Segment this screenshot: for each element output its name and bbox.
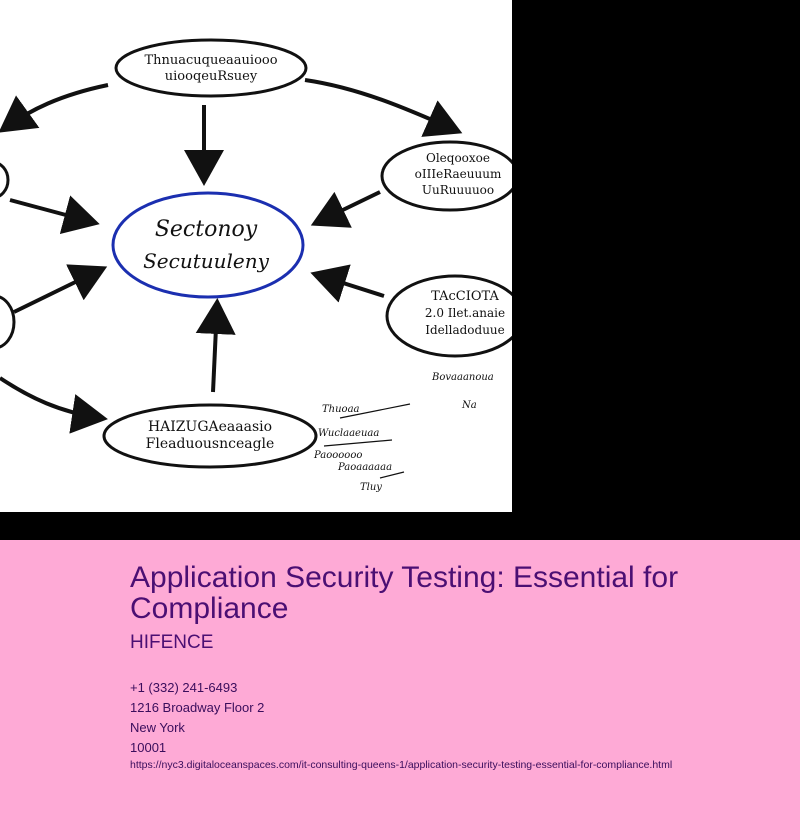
street-address: 1216 Broadway Floor 2 [130,700,265,715]
node-right-upper-line1: Oleqooxoe [425,151,491,165]
node-top-line2: uiooqeuRsuey [164,69,258,84]
node-right-lower-line1: TAcCIOTA [431,289,499,304]
annotation-line5: Tluy [360,482,382,493]
node-top-line1: Thnuacuqueaauiooo [144,53,278,68]
page-url-link[interactable]: https://nyc3.digitaloceanspaces.com/it-consulting-queens-1/application-security-testing-essential-for-compliance.html [130,759,673,771]
diagram-node-right-lower [387,276,512,356]
annotation-line7: Na [462,400,477,411]
node-right-upper-line3: UuRuuuuoo [421,183,495,197]
node-bottom-line1: HAIZUGAeaaasio [147,419,273,435]
annotation-line2: Bovaaanoua [432,372,494,383]
diagram-node-right-upper [382,142,512,210]
annotation-line6: Paoaaaaaa [338,462,393,473]
security-diagram-illustration [0,0,512,512]
node-bottom-line2: Fleaduousnceagle [145,436,275,452]
annotation-line3: Wuclaaeuaa [318,428,380,439]
diagram-center-node [113,193,303,297]
company-name: HIFENCE [130,632,214,653]
annotation-line4: Paoooooo [314,450,363,461]
page-title: Application Security Testing: Essential for Compliance [130,561,679,625]
diagram-annotations [313,372,494,493]
diagram-node-bottom [104,405,316,467]
diagram-node-left-lower [0,296,14,348]
diagram-node-top [116,40,306,96]
center-node-line2: Secutuuleny [143,249,269,273]
contact-block [130,678,264,758]
node-right-lower-line3: Idelladoduue [425,323,505,337]
center-node-line1: Sectonoy [154,217,258,242]
node-right-upper-line2: oIIIeRaeuuum [414,167,502,181]
annotation-line1: Thuoaa [322,404,360,415]
diagram-svg [0,0,512,512]
city: New York [130,720,185,735]
diagram-node-left-upper [0,162,8,198]
phone-number: +1 (332) 241-6493 [130,680,238,695]
node-right-lower-line2: 2.0 Ilet.anaie [424,306,506,320]
info-panel [0,540,800,840]
zip-code: 10001 [130,740,167,755]
